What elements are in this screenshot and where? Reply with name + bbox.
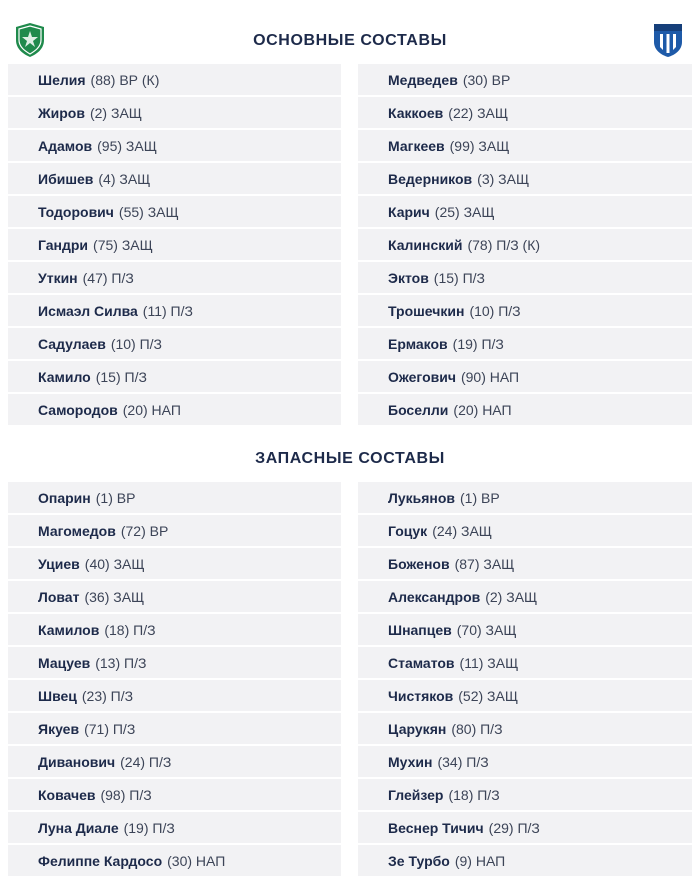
player-name: Лукьянов xyxy=(388,489,456,506)
fakel-player-cell xyxy=(358,647,692,678)
player-name: Калинский xyxy=(388,236,463,253)
akhmat-player-cell xyxy=(8,779,341,810)
fakel-player-cell xyxy=(358,845,692,876)
table-row xyxy=(0,295,700,328)
fakel-player-cell xyxy=(358,515,692,546)
fakel-player-cell xyxy=(358,746,692,777)
fakel-player-cell xyxy=(358,262,692,293)
substitutes-table xyxy=(0,482,700,878)
player-number-position: (15) П/З xyxy=(433,269,485,286)
player-number-position: (18) П/З xyxy=(448,786,500,803)
akhmat-player-cell xyxy=(8,581,341,612)
player-name: Карич xyxy=(388,203,430,220)
player-name: Боселли xyxy=(388,401,449,418)
player-name: Трошечкин xyxy=(388,302,465,319)
player-number-position: (72) ВР xyxy=(120,522,169,539)
player-name: Чистяков xyxy=(388,687,454,704)
player-name: Ожегович xyxy=(388,368,456,385)
player-number-position: (23) П/З xyxy=(81,687,134,704)
player-number-position: (71) П/З xyxy=(84,720,136,737)
player-number-position: (11) П/З xyxy=(142,302,193,319)
fakel-player-cell xyxy=(358,548,692,579)
player-number-position: (20) НАП xyxy=(122,401,181,418)
fakel-player-cell xyxy=(358,295,692,326)
table-row xyxy=(0,262,700,295)
fakel-player-cell xyxy=(358,361,692,392)
player-number-position: (20) НАП xyxy=(453,401,512,418)
player-number-position: (88) ВР (К) xyxy=(90,71,160,88)
player-number-position: (80) П/З xyxy=(451,720,503,737)
table-row xyxy=(0,196,700,229)
table-row xyxy=(0,581,700,614)
akhmat-player-cell xyxy=(8,515,341,546)
player-name: Луна Диале xyxy=(38,819,119,836)
player-name: Исмаэл Силва xyxy=(38,302,138,319)
fakel-player-cell xyxy=(358,97,692,128)
player-number-position: (29) П/З xyxy=(488,819,540,836)
player-number-position: (18) П/З xyxy=(104,621,156,638)
player-number-position: (87) ЗАЩ xyxy=(454,555,515,572)
akhmat-player-cell xyxy=(8,713,341,744)
akhmat-player-cell xyxy=(8,361,341,392)
fakel-player-cell xyxy=(358,713,692,744)
player-name: Самородов xyxy=(38,401,118,418)
player-number-position: (4) ЗАЩ xyxy=(98,170,151,187)
akhmat-player-cell xyxy=(8,394,341,425)
main-lineups-table xyxy=(0,64,700,427)
player-number-position: (11) ЗАЩ xyxy=(459,654,519,671)
player-number-position: (78) П/З (К) xyxy=(467,236,541,253)
player-number-position: (15) П/З xyxy=(95,368,147,385)
player-number-position: (90) НАП xyxy=(460,368,520,385)
player-number-position: (47) П/З xyxy=(82,269,134,286)
player-number-position: (30) ВР xyxy=(462,71,511,88)
table-row xyxy=(0,680,700,713)
player-name: Ермаков xyxy=(388,335,448,352)
player-name: Глейзер xyxy=(388,786,444,803)
player-number-position: (19) П/З xyxy=(452,335,504,352)
akhmat-player-cell xyxy=(8,295,341,326)
player-name: Опарин xyxy=(38,489,91,506)
akhmat-player-cell xyxy=(8,328,341,359)
player-number-position: (1) ВР xyxy=(460,489,500,506)
table-row xyxy=(0,647,700,680)
player-number-position: (95) ЗАЩ xyxy=(97,137,157,154)
fakel-player-cell xyxy=(358,130,692,161)
player-name: Медведев xyxy=(388,71,458,88)
player-name: Адамов xyxy=(38,137,93,154)
player-number-position: (52) ЗАЩ xyxy=(458,687,518,704)
player-name: Швец xyxy=(38,687,77,704)
fakel-player-cell xyxy=(358,614,692,645)
player-number-position: (2) ЗАЩ xyxy=(485,588,538,605)
akhmat-player-cell xyxy=(8,262,341,293)
table-row xyxy=(0,713,700,746)
player-name: Ибишев xyxy=(38,170,94,187)
player-name: Ведерников xyxy=(388,170,473,187)
player-number-position: (10) П/З xyxy=(469,302,521,319)
table-row xyxy=(0,130,700,163)
fakel-player-cell xyxy=(358,581,692,612)
player-number-position: (1) ВР xyxy=(95,489,136,506)
akhmat-player-cell xyxy=(8,196,341,227)
akhmat-player-cell xyxy=(8,64,341,95)
fakel-player-cell xyxy=(358,779,692,810)
player-name: Диванович xyxy=(38,753,116,770)
akhmat-player-cell xyxy=(8,548,341,579)
player-number-position: (25) ЗАЩ xyxy=(434,203,495,220)
table-row xyxy=(0,812,700,845)
player-name: Ковачев xyxy=(38,786,96,803)
akhmat-player-cell xyxy=(8,482,341,513)
player-number-position: (75) ЗАЩ xyxy=(93,236,153,253)
fakel-player-cell xyxy=(358,229,692,260)
table-row xyxy=(0,97,700,130)
player-number-position: (55) ЗАЩ xyxy=(118,203,179,220)
player-number-position: (2) ЗАЩ xyxy=(89,104,142,121)
player-number-position: (24) ЗАЩ xyxy=(432,522,492,539)
player-name: Магомедов xyxy=(38,522,116,539)
fakel-player-cell xyxy=(358,812,692,843)
akhmat-player-cell xyxy=(8,746,341,777)
player-number-position: (10) П/З xyxy=(110,335,163,352)
akhmat-player-cell xyxy=(8,229,341,260)
player-number-position: (40) ЗАЩ xyxy=(84,555,145,572)
fakel-player-cell xyxy=(358,482,692,513)
table-row xyxy=(0,361,700,394)
main-lineups-title: ОСНОВНЫЕ СОСТАВЫ xyxy=(253,32,447,49)
player-name: Камило xyxy=(38,368,91,385)
player-name: Садулаев xyxy=(38,335,106,352)
fakel-player-cell xyxy=(358,163,692,194)
player-number-position: (98) П/З xyxy=(100,786,152,803)
main-lineups-header xyxy=(0,26,700,56)
player-name: Стаматов xyxy=(388,654,455,671)
player-number-position: (34) П/З xyxy=(437,753,489,770)
akhmat-player-cell xyxy=(8,812,341,843)
akhmat-player-cell xyxy=(8,163,341,194)
player-number-position: (70) ЗАЩ xyxy=(456,621,517,638)
akhmat-player-cell xyxy=(8,97,341,128)
player-number-position: (13) П/З xyxy=(95,654,147,671)
player-number-position: (36) ЗАЩ xyxy=(84,588,145,605)
table-row xyxy=(0,328,700,361)
table-row xyxy=(0,845,700,878)
fakel-player-cell xyxy=(358,680,692,711)
player-name: Александров xyxy=(388,588,481,605)
player-name: Шелия xyxy=(38,71,86,88)
fakel-player-cell xyxy=(358,196,692,227)
player-name: Мацуев xyxy=(38,654,91,671)
player-name: Уциев xyxy=(38,555,80,572)
player-name: Эктов xyxy=(388,269,429,286)
table-row xyxy=(0,163,700,196)
table-row xyxy=(0,746,700,779)
player-number-position: (3) ЗАЩ xyxy=(477,170,530,187)
table-row xyxy=(0,394,700,427)
player-name: Гоцук xyxy=(388,522,428,539)
player-number-position: (9) НАП xyxy=(454,852,506,869)
fakel-player-cell xyxy=(358,328,692,359)
player-name: Магкеев xyxy=(388,137,445,154)
player-name: Гандри xyxy=(38,236,89,253)
player-name: Шнапцев xyxy=(388,621,452,638)
player-name: Уткин xyxy=(38,269,78,286)
table-row xyxy=(0,779,700,812)
player-name: Жиров xyxy=(38,104,85,121)
player-number-position: (30) НАП xyxy=(167,852,226,869)
player-name: Якуев xyxy=(38,720,80,737)
akhmat-player-cell xyxy=(8,130,341,161)
akhmat-player-cell xyxy=(8,680,341,711)
akhmat-player-cell xyxy=(8,647,341,678)
player-name: Мухин xyxy=(388,753,433,770)
substitutes-title: ЗАПАСНЫЕ СОСТАВЫ xyxy=(255,450,445,467)
player-name: Камилов xyxy=(38,621,100,638)
table-row xyxy=(0,482,700,515)
akhmat-player-cell xyxy=(8,614,341,645)
player-name: Фелиппе Кардосо xyxy=(38,852,163,869)
player-number-position: (19) П/З xyxy=(123,819,175,836)
player-name: Ловат xyxy=(38,588,80,605)
player-name: Царукян xyxy=(388,720,447,737)
table-row xyxy=(0,548,700,581)
substitutes-header xyxy=(0,444,700,474)
player-name: Зе Турбо xyxy=(388,852,450,869)
player-number-position: (24) П/З xyxy=(120,753,172,770)
table-row xyxy=(0,229,700,262)
player-name: Тодорович xyxy=(38,203,114,220)
table-row xyxy=(0,515,700,548)
table-row xyxy=(0,614,700,647)
table-row xyxy=(0,64,700,97)
player-number-position: (22) ЗАЩ xyxy=(448,104,508,121)
player-name: Боженов xyxy=(388,555,450,572)
akhmat-player-cell xyxy=(8,845,341,876)
player-name: Веснер Тичич xyxy=(388,819,484,836)
fakel-player-cell xyxy=(358,64,692,95)
fakel-player-cell xyxy=(358,394,692,425)
player-name: Каккоев xyxy=(388,104,444,121)
player-number-position: (99) ЗАЩ xyxy=(449,137,510,154)
